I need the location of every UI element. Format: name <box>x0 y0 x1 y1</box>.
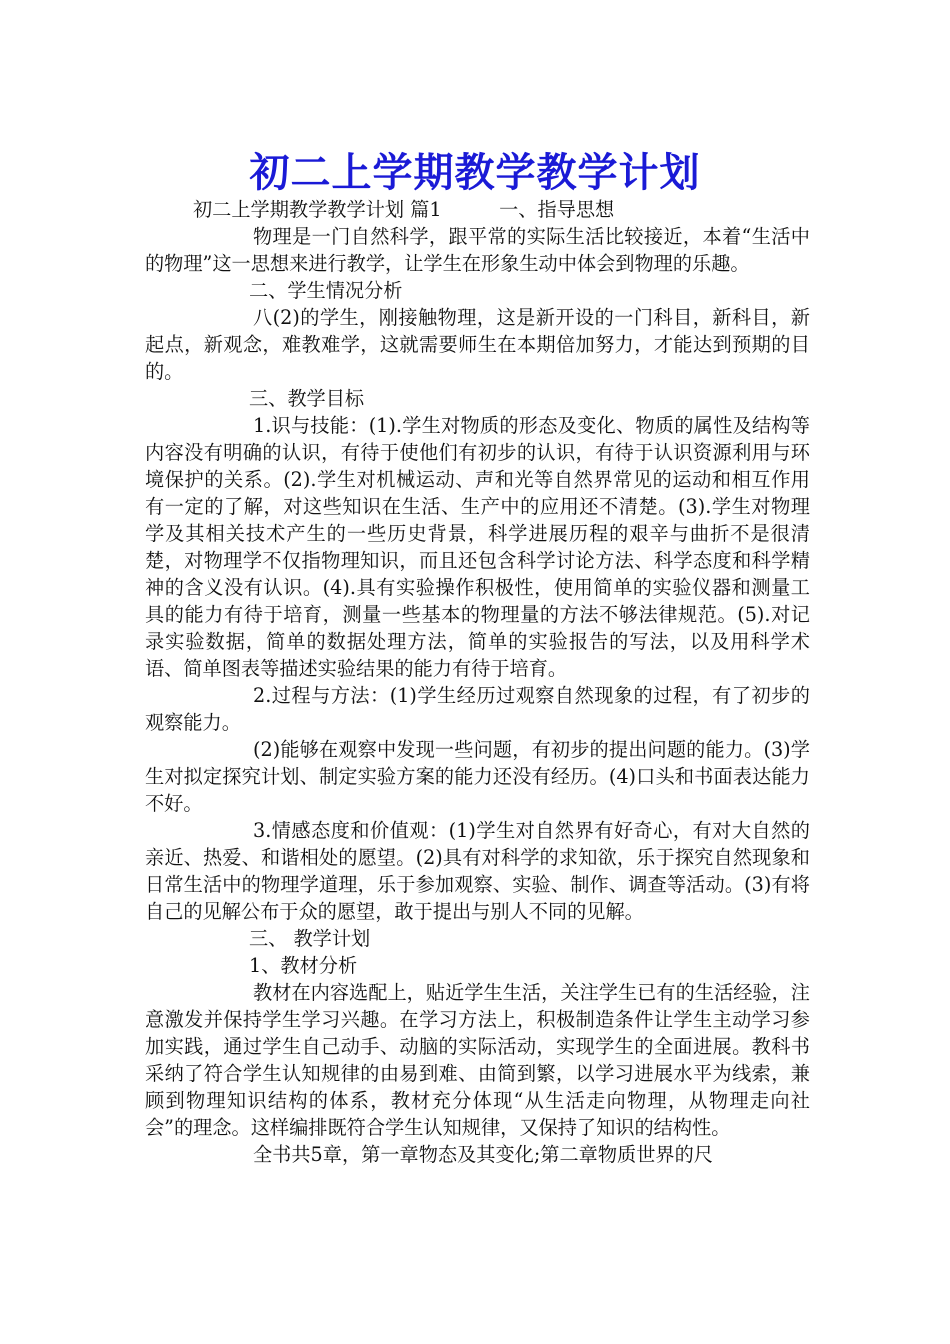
paragraph: 2.过程与方法：(1)学生经历过观察自然现象的过程，有了初步的观察能力。 <box>145 684 810 734</box>
paragraph: 初二上学期教学教学计划 篇1 一、指导思想 <box>193 198 615 221</box>
paragraph: 1.识与技能：(1).学生对物质的形态及变化、物质的属性及结构等内容没有明确的认识，有待于使他们有初步的认识，有待于认识资源利用与环境保护的关系。(2).学生对机械运动、声和光等自然界常见的运动和相互作用有一定的了解，对这些知识在生活、生产中的应用还不清楚。(3).学生对物理学及其相关技术产生的一些历史背景，科学进展历程的艰辛与曲折不是很清楚，对物理学不仅指物理知识，而且还包含科学讨论方法、科学态度和科学精神的含义没有认识。(4).具有实验操作积极性，使用简单的实验仪器和测量工具的能力有待于培育，测量一些基本的物理量的方法不够法律规范。(5).对记录实验数据，简单的数据处理方法，简单的实验报告的写法，以及用科学术语、简单图表等描述实验结果的能力有待于培育。 <box>145 414 810 680</box>
paragraph: 全书共5章，第一章物态及其变化;第二章物质世界的尺 <box>253 1143 713 1166</box>
paragraph: 三、 教学计划 <box>249 927 371 950</box>
paragraph: (2)能够在观察中发现一些问题，有初步的提出问题的能力。(3)学生对拟定探究计划、制定实验方案的能力还没有经历。(4)口头和书面表达能力不好。 <box>145 738 810 815</box>
paragraph: 教材在内容选配上，贴近学生生活，关注学生已有的生活经验，注意激发并保持学生学习兴趣。在学习方法上，积极制造条件让学生主动学习参加实践，通过学生自己动手、动脑的实际活动，实现学生的全面进展。教科书采纳了符合学生认知规律的由易到难、由简到繁，以学习进展水平为线索，兼顾到物理知识结构的体系，教材充分体现“从生活走向物理，从物理走向社会”的理念。这样编排既符合学生认知规律，又保持了知识的结构性。 <box>145 981 810 1139</box>
paragraph: 1、教材分析 <box>249 954 358 977</box>
document-title: 初二上学期教学教学计划 <box>249 148 701 196</box>
paragraph: 物理是一门自然科学，跟平常的实际生活比较接近，本着“生活中的物理”这一思想来进行教学，让学生在形象生动中体会到物理的乐趣。 <box>145 225 810 275</box>
paragraph: 三、教学目标 <box>249 387 365 410</box>
paragraph: 二、学生情况分析 <box>249 279 403 302</box>
paragraph: 3.情感态度和价值观：(1)学生对自然界有好奇心，有对大自然的亲近、热爱、和谐相处的愿望。(2)具有对科学的求知欲，乐于探究自然现象和日常生活中的物理学道理，乐于参加观察、实验、制作、调查等活动。(3)有将自己的见解公布于众的愿望，敢于提出与别人不同的见解。 <box>145 819 810 923</box>
paragraph: 八(2)的学生，刚接触物理，这是新开设的一门科目，新科目，新起点，新观念，难教难学，这就需要师生在本期倍加努力，才能达到预期的目的。 <box>145 306 810 383</box>
document-body <box>145 196 810 1168</box>
